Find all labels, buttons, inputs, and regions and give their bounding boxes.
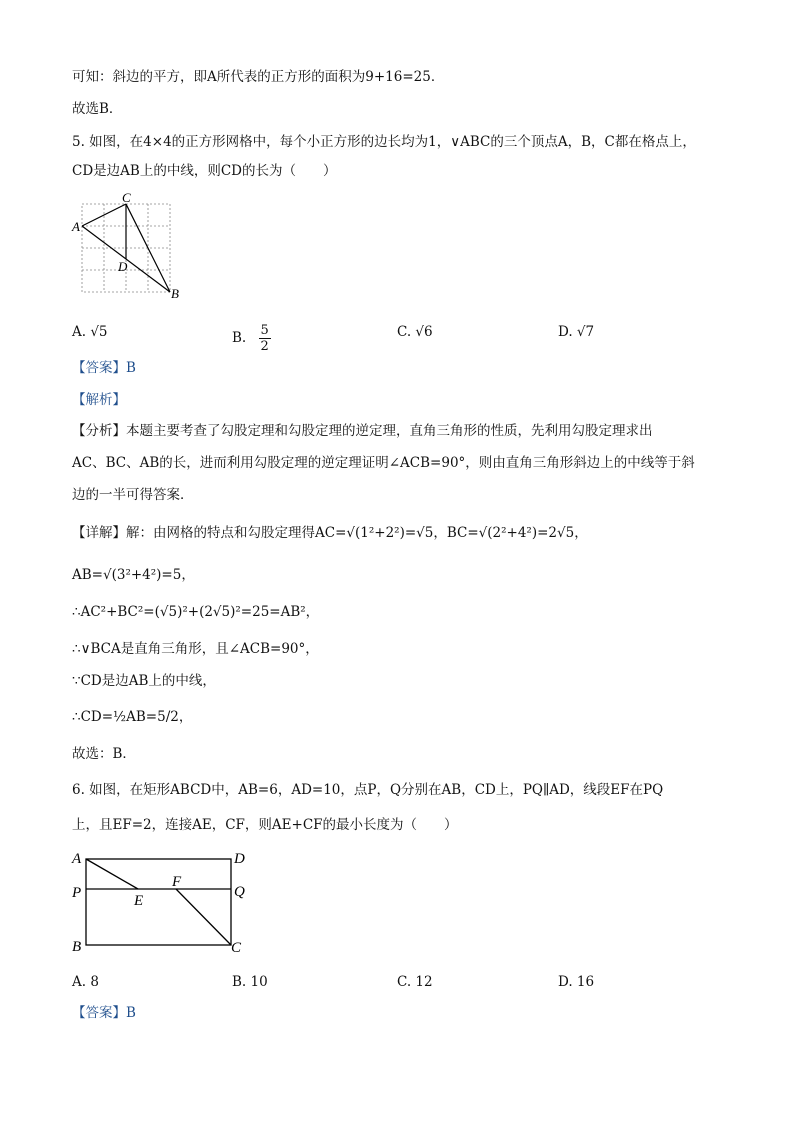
analysis-line-3: 边的一半可得答案．: [72, 487, 194, 503]
q5-option-b-fraction: [259, 323, 271, 354]
fig6-label-e: E: [134, 893, 144, 909]
fig5-label-b: B: [171, 286, 179, 301]
question-6-line-2: 上，且EF=2，连接AE，CF，则AE+CF的最小长度为（ ）: [72, 817, 458, 833]
fig6-label-b: B: [72, 939, 82, 955]
q6-option-b: B. 10: [232, 974, 268, 990]
fig5-label-a: A: [72, 219, 80, 234]
fig5-label-c: C: [122, 190, 131, 205]
fig6-label-p: P: [72, 885, 82, 901]
figure-6-rectangle: [68, 848, 258, 958]
text-line-1: 可知：斜边的平方，即A所代表的正方形的面积为9+16=25．: [72, 69, 445, 85]
detail-line-2: AB=√(3²+4²)=5，: [72, 567, 195, 583]
answer-6: 【答案】B: [72, 1005, 136, 1021]
detail-line-5: ∵CD是边AB上的中线，: [72, 673, 216, 689]
answer-5: 【答案】B: [72, 360, 136, 376]
figure-5-grid: [70, 190, 190, 305]
analysis-line-2: AC、BC、AB的长，进而利用勾股定理的逆定理证明∠ACB=90°，则由直角三角形斜边上的中线等于斜: [72, 455, 695, 471]
q5-option-c: C. √6: [397, 324, 433, 340]
detail-line-3: ∴AC²+BC²=(√5)²+(2√5)²=25=AB²，: [72, 604, 320, 620]
question-6-line-1: 6. 如图，在矩形ABCD中，AB=6，AD=10，点P，Q分别在AB，CD上，PQ∥AD，线段EF在PQ: [72, 782, 664, 798]
q6-option-a: A. 8: [72, 974, 99, 990]
q5-option-b-prefix: B.: [232, 330, 247, 346]
q5-option-b: [232, 323, 271, 354]
detail-line-4: ∴∨BCA是直角三角形，且∠ACB=90°，: [72, 641, 319, 657]
fig6-label-f: F: [172, 874, 182, 890]
q5-option-b-numerator: 5: [260, 323, 269, 338]
q6-option-c: C. 12: [397, 974, 433, 990]
detail-line-7: 故选：B．: [72, 746, 136, 762]
analysis-line-1: 【分析】本题主要考查了勾股定理和勾股定理的逆定理，直角三角形的性质，先利用勾股定理求出: [72, 423, 653, 439]
q5-option-a: A. √5: [72, 324, 108, 340]
fig6-label-q: Q: [234, 884, 245, 900]
detail-line-1: 【详解】解：由网格的特点和勾股定理得AC=√(1²+2²)=√5，BC=√(2²+4²)=2√5，: [72, 525, 588, 541]
q5-option-d: D. √7: [558, 324, 595, 340]
question-5-line-1: 5. 如图，在4×4的正方形网格中，每个小正方形的边长均为1，∨ABC的三个顶点A，B，C都在格点上，: [72, 134, 696, 150]
detail-line-6: ∴CD=½AB=5/2，: [72, 709, 193, 725]
fig5-label-d: D: [118, 259, 128, 274]
question-5-line-2: CD是边AB上的中线，则CD的长为（ ）: [72, 163, 337, 179]
fig6-label-d: D: [234, 851, 245, 867]
text-line-2: 故选B．: [72, 101, 123, 117]
fig6-label-c: C: [231, 940, 242, 956]
q6-option-d: D. 16: [558, 974, 595, 990]
fig6-label-a: A: [72, 851, 82, 867]
analysis-heading: 【解析】: [72, 392, 126, 408]
q5-option-b-denominator: 2: [260, 339, 269, 354]
